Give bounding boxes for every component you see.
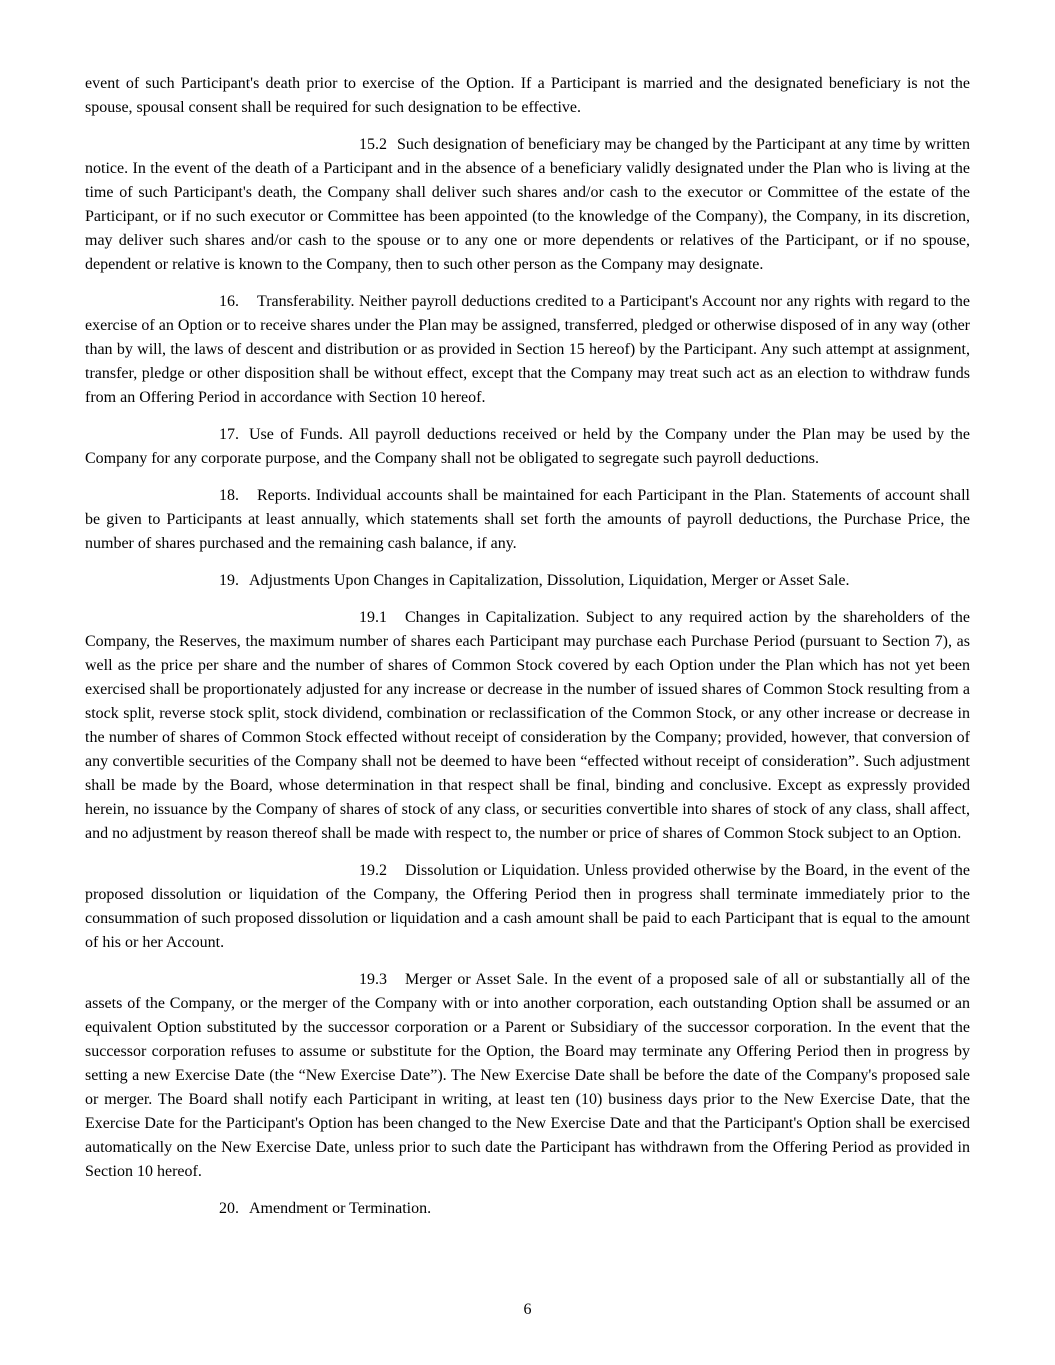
page-number: 6 [523,1301,532,1318]
paragraph-17 [85,423,970,471]
section-number: 17. [219,426,239,443]
paragraph-20 [85,1197,970,1221]
section-number: 19. [219,572,239,589]
section-number: 16. [219,293,239,310]
section-number: 15.2 [359,136,387,153]
paragraph-text: Dissolution or Liquidation. Unless provided otherwise by the Board, in the event of the proposed dissolution or liquidation of the Company, the Offering Period then in progress shall terminate immediately prior to the consummation of such proposed dissolution or liquidation and a cash amount shall be paid to each Participant that is equal to the amount of his or her Account. [85,862,970,951]
paragraph-text: Transferability. Neither payroll deductions credited to a Participant's Account nor any rights with regard to the exercise of an Option or to receive shares under the Plan may be assigned, transferred, pledged or otherwise disposed of in any way (other than by will, the laws of descent and distribution or as provided in Section 15 hereof) by the Participant. Any such attempt at assignment, transfer, pledge or other disposition shall be without effect, except that the Company may treat such act as an election to withdraw funds from an Offering Period in accordance with Section 10 hereof. [85,293,970,406]
section-number: 18. [219,487,239,504]
paragraph-19-1 [85,606,970,846]
section-heading: Adjustments Upon Changes in Capitalization, Dissolution, Liquidation, Merger or Asset Sale. [249,572,850,589]
section-heading: Amendment or Termination. [249,1200,432,1217]
document-page [85,72,970,1234]
paragraph-15-2 [85,133,970,277]
paragraph-19-3 [85,968,970,1184]
paragraph-19-2 [85,859,970,955]
paragraph-text: Use of Funds. All payroll deductions received or held by the Company under the Plan may be used by the Company for any corporate purpose, and the Company shall not be obligated to segregate such payroll deductions. [85,426,970,467]
paragraph-text: event of such Participant's death prior to exercise of the Option. If a Participant is married and the designated beneficiary is not the spouse, spousal consent shall be required for such designation to be effective. [85,75,970,116]
paragraph-text: Changes in Capitalization. Subject to any required action by the shareholders of the Company, the Reserves, the maximum number of shares each Participant may purchase each Purchase Period (pursuant to Section 7), as well as the price per share and the number of shares of Common Stock covered by each Option under the Plan which has not yet been exercised shall be proportionately adjusted for any increase or decrease in the number of issued shares of Common Stock resulting from a stock split, reverse stock split, stock dividend, combination or reclassification of the Common Stock, or any other increase or decrease in the number of shares of Common Stock effected without receipt of consideration by the Company; provided, however, that conversion of any convertible securities of the Company shall not be deemed to have been “effected without receipt of consideration”. Such adjustment shall be made by the Board, whose determination in that respect shall be final, binding and conclusive. Except as expressly provided herein, no issuance by the Company of shares of stock of any class, or securities convertible into shares of stock of any class, shall affect, and no adjustment by reason thereof shall be made with respect to, the number or price of shares of Common Stock subject to an Option. [85,609,970,842]
paragraph-16 [85,290,970,410]
paragraph-continuation [85,72,970,120]
paragraph-18 [85,484,970,556]
section-number: 20. [219,1200,239,1217]
paragraph-text: Merger or Asset Sale. In the event of a proposed sale of all or substantially all of the assets of the Company, or the merger of the Company with or into another corporation, each outstanding Option shall be assumed or an equivalent Option substituted by the successor corporation or a Parent or Subsidiary of the successor corporation. In the event that the successor corporation refuses to assume or substitute for the Option, the Board may terminate any Offering Period then in progress by setting a new Exercise Date (the “New Exercise Date”). The New Exercise Date shall be before the date of the Company's proposed sale or merger. The Board shall notify each Participant in writing, at least ten (10) business days prior to the New Exercise Date, that the Exercise Date for the Participant's Option has been changed to the New Exercise Date and that the Participant's Option shall be exercised automatically on the New Exercise Date, unless prior to such date the Participant has withdrawn from the Offering Period as provided in Section 10 hereof. [85,971,970,1180]
paragraph-text: Such designation of beneficiary may be changed by the Participant at any time by written notice. In the event of the death of a Participant and in the absence of a beneficiary validly designated under the Plan who is living at the time of such Participant's death, the Company shall deliver such shares and/or cash to the executor or Committee of the estate of the Participant, or if no such executor or Committee has been appointed (to the knowledge of the Company), the Company, in its discretion, may deliver such shares and/or cash to the spouse or to any one or more dependents or relatives of the Participant, or if no spouse, dependent or relative is known to the Company, then to such other person as the Company may designate. [85,136,970,273]
paragraph-19 [85,569,970,593]
section-number: 19.1 [359,609,387,626]
paragraph-text: Reports. Individual accounts shall be maintained for each Participant in the Plan. Statements of account shall be given to Participants at least annually, which statements shall set forth the amounts of payroll deductions, the Purchase Price, the number of shares purchased and the remaining cash balance, if any. [85,487,970,552]
section-number: 19.3 [359,971,387,988]
section-number: 19.2 [359,862,387,879]
